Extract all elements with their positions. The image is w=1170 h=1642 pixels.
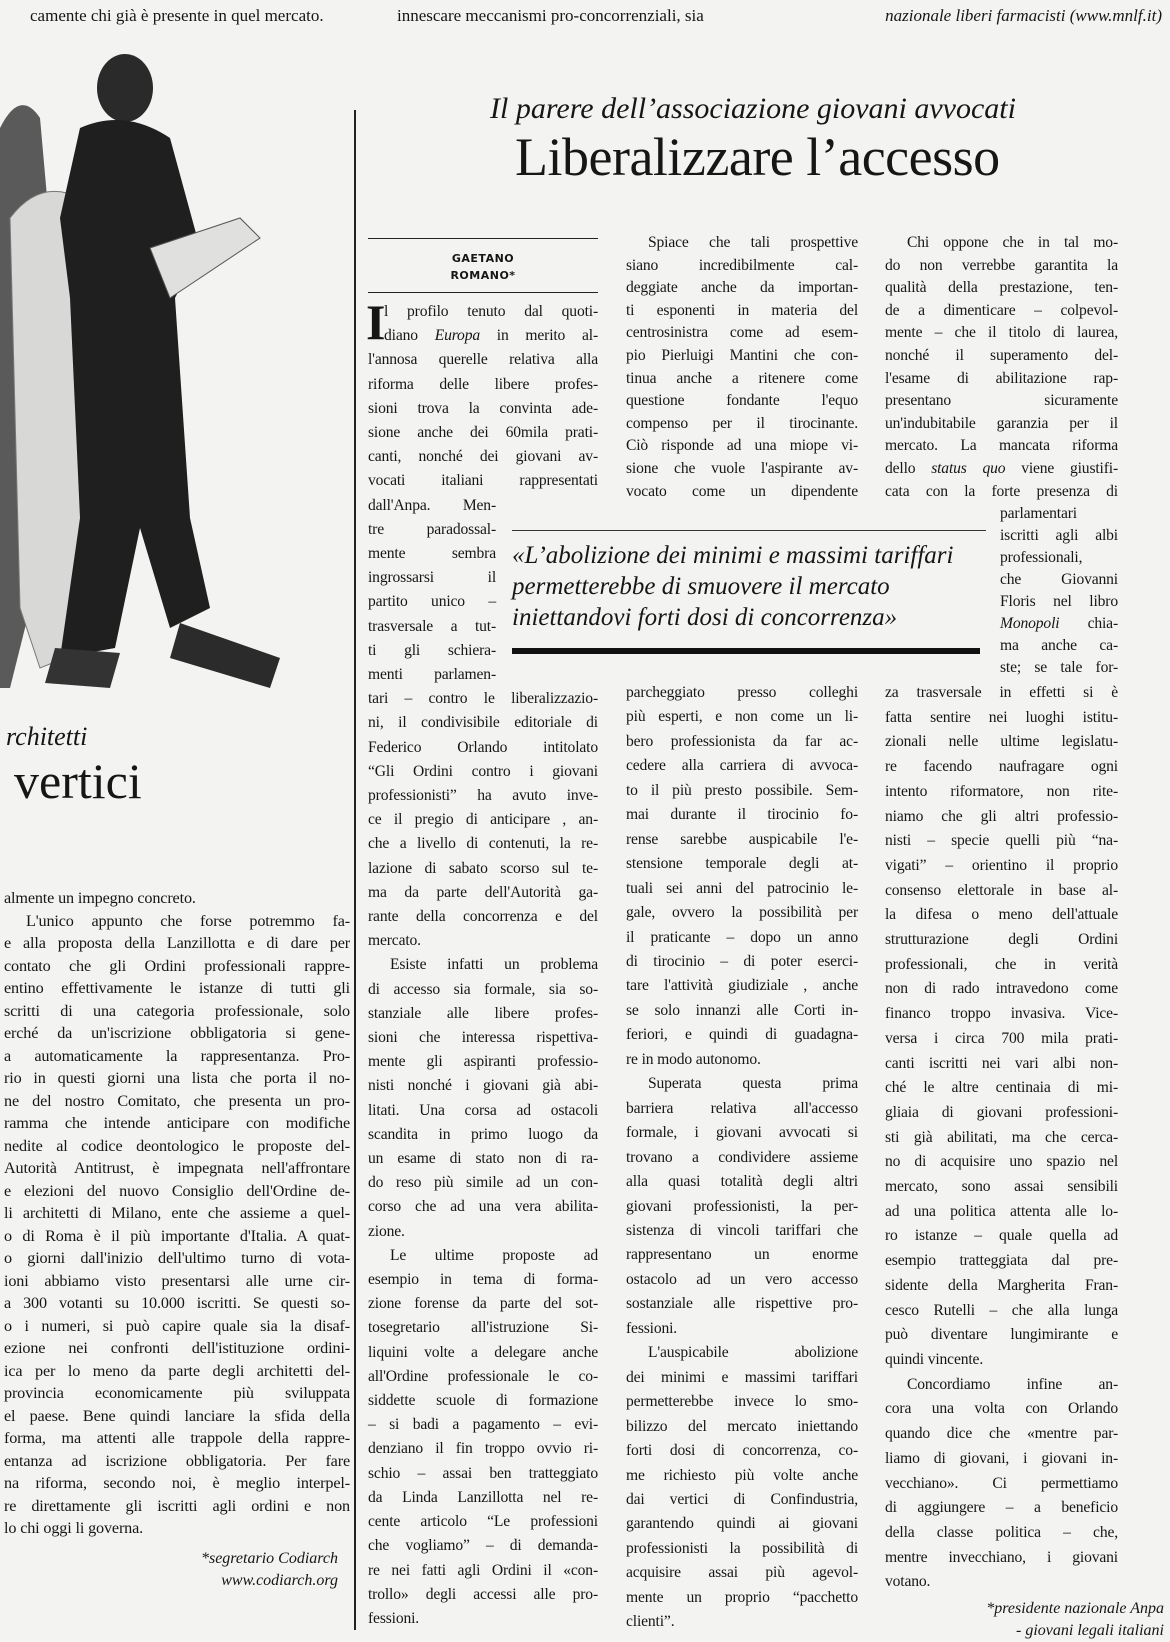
text-line: provincia economicamente più sviluppata [4,1384,350,1402]
text-line: pio Pierluigi Mantini che con- [626,346,858,364]
text-line: nonché il superamento del- [885,346,1118,364]
text-line: ché le altre centinaia di mi- [885,1079,1118,1097]
text-line: sostanziale alle rispettive pro- [626,1295,858,1313]
text-line: e elezioni del nuovo Consiglio dell'Ordine de- [4,1181,350,1200]
pull-quote-rule-bottom [512,648,980,654]
text-line: mercato. [368,932,421,950]
text-line: ramma che intende anticipare con modifiche [4,1114,350,1132]
text-line: L'unico appunto che forse potremmo fa- [26,911,350,930]
text-line: garantendo quindi ai giovani [626,1515,858,1533]
text-line: L'auspicabile abolizione [648,1344,858,1362]
text-line: canti, nonché dei giovani av- [368,448,598,466]
text-line: parcheggiato presso colleghi [626,684,858,701]
text-line: entanza ad iscrizione obbligatoria. Per fare [4,1451,350,1470]
text-line: lo chi oggi li governa. [4,1519,144,1537]
text-line: feriori, e quindi di guadagna- [626,1026,858,1044]
pull-quote-line: «L’abolizione dei minimi e massimi tariffari [512,542,954,569]
text-line: Chi oppone che in tal mo- [907,234,1118,251]
text-line: forti dosi di concorrenza, co- [626,1442,858,1460]
text-line: gliaia di giovani professioni- [885,1103,1118,1121]
text-line: versa i circa 700 mila prati- [885,1029,1118,1047]
text-line: ro istanze – quale quella ad [885,1227,1118,1245]
text-line: può diventare lungimirante e [885,1326,1118,1344]
text-line: tinua anche a ritenere come [626,369,858,387]
text-line: la difesa o meno dell'attuale [885,906,1118,924]
text-line: scritti di una categoria professionale, solo [4,1001,350,1020]
text-line: “Gli Ordini contro i giovani [368,762,598,780]
text-line: cora una volta con Orlando [885,1400,1118,1418]
text-line: permetterebbe invece lo smo- [626,1393,858,1411]
text-line: entino effettivamente le istanze di tutti gli [4,979,350,997]
article-column-c-top [885,232,1118,503]
text-line: canti iscritti nei vari albi non- [885,1054,1118,1072]
text-line: vocato come un dipendente [626,482,858,500]
text-line: Monopoli chia- [1000,615,1118,632]
text-line: un esame di stato non di ra- [368,1150,598,1168]
pull-quote-line: iniettandovi forti dosi di concorrenza» [512,604,898,631]
text-line: corso che ad una vera abilita- [368,1198,598,1216]
text-line: ti esponenti in materia del [626,301,858,319]
text-line: strutturazione degli Ordini [885,931,1118,949]
column-divider [354,110,356,1630]
text-line: liquini volte a delegare anche [368,1343,598,1361]
left-article-signature [201,1548,338,1592]
byline-rule-bottom [368,292,598,293]
text-line: se solo innanzi alle Corti in- [626,1001,858,1019]
text-line: professionisti la possibilità di [626,1539,858,1557]
text-line: denziano il fin troppo ovvio ri- [368,1440,598,1458]
text-line: partito unico – [368,593,496,611]
text-line: de a dimenticare – colpevol- [885,301,1118,319]
text-line: professionali, che in verità [885,955,1118,973]
top-strip-right-text: nazionale liberi farmacisti (www.mnlf.it) [885,6,1162,25]
text-line: liamo di giovani, i giovani in- [885,1449,1118,1467]
article-signature [986,1598,1164,1642]
text-line: alla quasi totalità degli altri [626,1173,858,1191]
text-line: el paese. Bene quindi lanciare la sfida della [4,1406,350,1425]
article-column-c-wrap [1000,503,1118,679]
text-line: stanziale alle libere profes- [368,1004,598,1022]
top-strip-left-text: camente chi già è presente in quel mercato. [30,6,324,25]
text-line: dello status quo viene giustifi- [885,459,1119,477]
text-line: questione fondante l'equo [626,392,858,410]
author-last-name: ROMANO* [450,269,516,282]
signature-line: - giovani legali italiani [1016,1622,1164,1639]
author-first-name: GAETANO [451,252,515,265]
text-line: che Giovanni [1000,571,1118,588]
text-line: tuali sei anni del patrocinio le- [626,879,858,897]
text-line: do non verrebbe garantita la [885,256,1118,274]
text-line: tare l'attività giudiziale , anche [626,977,858,995]
text-line: cata con la forte presenza di [885,482,1118,500]
text-line: dai vertici di Confindustria, [626,1490,858,1508]
text-line: Floris nel libro [1000,593,1118,610]
text-line: compenso per il tirocinante. [626,414,858,432]
pull-quote-line: permetterebbe di smuovere il mercato [512,573,890,600]
text-line: della classe politica – che, [885,1523,1118,1541]
text-line: vigati” – orientino il proprio [885,856,1118,874]
text-line: to il più presto possibile. Sem- [626,781,858,799]
text-line: li architetti di Milano, ente che assieme a quel- [4,1204,350,1222]
text-line: sti già abilitati, ma che cerca- [885,1128,1118,1146]
text-line: za trasversale in effetti si è [885,684,1118,701]
article-column-a-wrap [368,494,496,688]
left-article-kicker: rchitetti [6,722,88,751]
text-line: di tirocinio – di poter eserci- [626,952,858,970]
text-line: trollo» degli accessi alle pro- [368,1585,598,1603]
text-line: il praticante – dopo un anno [626,928,858,946]
text-line: rappresentano un enorme [626,1246,858,1264]
article-photo [0,48,300,708]
text-line: niamo che gli altri professio- [885,807,1118,825]
text-line: gale, ovvero la possibilità per [626,904,858,922]
text-line: Concordiamo infine an- [907,1375,1118,1393]
text-line: che a livello di contenuti, la re- [368,835,598,853]
text-line: un'indubitabile garanzia per il [885,414,1118,432]
text-line: sioni trova la convinta ade- [368,399,598,417]
text-line: ad una politica attenta alle lo- [885,1202,1118,1220]
top-strip-center-text: innescare meccanismi pro-concorrenziali, sia [397,6,704,25]
text-line: professionisti” ha avuto inve- [368,787,598,804]
text-line: do reso più simile ad un con- [368,1174,598,1192]
signature-line: *segretario Codiarch [200,1550,338,1567]
text-line: vecchiano». Ci permettiamo [885,1474,1118,1492]
text-line: siano incredibilmente cal- [626,256,858,274]
text-line: l profilo tenuto dal quoti- [384,303,598,320]
text-line: Superata questa prima [648,1075,858,1093]
text-line: vocati italiani rappresentati [368,472,598,490]
text-line: cente articolo “Le professioni [368,1513,598,1531]
text-line: mercato. La mancata riforma [885,437,1118,455]
text-line: che vogliamo” – di demanda- [368,1537,598,1555]
text-line: trasversale a tut- [368,617,496,635]
text-line: clienti”. [626,1613,675,1631]
text-line: o i numeri, si può capire quale sia la disaf- [4,1316,350,1335]
article-kicker: Il parere dell’associazione giovani avvocati [490,92,1016,125]
text-line: ostacolo ad un vero accesso [626,1270,858,1288]
text-line: iscritti agli albi [1000,527,1118,544]
text-line: Esiste infatti un problema [390,956,598,974]
text-line: deggiate anche da importan- [626,279,858,297]
text-line: intento riformatore, non rite- [885,782,1118,800]
text-line: Federico Orlando intitolato [368,738,598,756]
text-line: fessioni. [368,1609,420,1627]
text-line: contato che gli Ordini professionali rappre- [4,956,350,975]
text-line: sidente della Margherita Fran- [885,1276,1118,1294]
pull-quote [512,540,953,633]
text-line: forma, ma attenti alle trappole della rappre- [4,1429,350,1447]
text-line: sioni che interessa rispettiva- [368,1029,598,1047]
text-line: mente – che il titolo di laurea, [885,324,1118,342]
text-line: bero professionista da far ac- [626,732,858,750]
text-line: ni, il condivisibile editoriale di [368,714,598,732]
text-line: più esperti, e non come un li- [626,708,858,726]
text-line: bilizzo del mercato iniettando [626,1417,858,1435]
article-column-b-top [626,232,858,503]
text-line: mente sembra [368,545,496,562]
text-line: e alla proposta della Lanzillotta e di dare per [4,934,350,952]
text-line: ste; se tale for- [1000,659,1118,676]
text-line: financo troppo invasiva. Vice- [885,1005,1118,1023]
text-line: formale, i giovani avvocati si [626,1124,858,1142]
text-line: na riforma, secondo noi, è meglio interpel- [4,1474,350,1492]
text-line: quindi vincente. [885,1350,984,1368]
text-line: l'annosa querelle relativa alla [368,351,598,369]
signature-line: www.codiarch.org [221,1572,338,1589]
text-line: riforma delle libere profes- [368,375,598,393]
text-line: tosegretario all'istruzione Si- [368,1319,598,1337]
text-line: ingrossarsi il [368,569,496,587]
text-line: zione. [368,1222,405,1240]
text-line: rante della concorrenza e del [368,908,598,926]
text-line: zione forense da parte del sot- [368,1295,598,1313]
text-line: rense sarebbe auspicabile l'e- [626,830,858,848]
text-line: qualità della prestazione, ten- [885,279,1118,297]
text-line: barriera relativa all'accesso [626,1099,858,1117]
text-line: fessioni. [626,1319,678,1337]
text-line: mente un proprio “pacchetto [626,1588,858,1606]
text-line: schio – assai ben tratteggiato [368,1464,598,1482]
article-column-b-bottom [626,681,858,1635]
text-line: dei minimi e massimi tariffari [626,1368,858,1386]
text-line: a 300 votanti su 10.000 iscritti. Se questi so- [4,1294,350,1312]
text-line: consenso elettorale in base al- [885,881,1118,899]
text-line: professionali, [1000,549,1083,566]
text-line: Autorità Antitrust, è impegnata nell'affrontare [4,1159,350,1177]
text-line: re direttamente gli iscritti agli ordini e non [4,1496,350,1515]
text-line: re in modo autonomo. [626,1050,761,1068]
article-title: Liberalizzare l’accesso [515,127,1000,187]
text-line: quando dice che «mentre par- [885,1425,1118,1443]
text-line: nisti – specie quelli più “na- [885,832,1118,850]
text-line: trovano a condividere assieme [626,1148,858,1166]
text-line: ti gli schiera- [368,641,496,659]
text-line: Le ultime proposte ad [390,1246,598,1264]
text-line: ica per lo meno da parte degli architetti del- [4,1361,350,1380]
text-line: Ciò risponde ad una miope vi- [626,437,858,455]
text-line: scandita in primo luogo da [368,1125,598,1143]
text-line: ioni abbiamo visto presentarsi alle urne cir- [4,1271,350,1290]
text-line: zionali nelle ultime legislatu- [885,733,1118,751]
signature-line: *presidente nazionale Anpa [986,1600,1164,1617]
text-line: stensione temporale degli at- [626,855,858,873]
text-line: di aggiungere – a beneficio [885,1499,1118,1517]
text-line: re facendo naufragare ogni [885,758,1118,776]
text-line: l'esame di abilitazione rap- [885,369,1118,387]
text-line: ma anche ca- [1000,637,1118,654]
left-article-body [4,887,350,1540]
text-line: diano Europa in merito al- [384,327,598,345]
drop-cap: I [366,294,386,350]
text-line: all'Ordine professionale le co- [368,1367,598,1385]
text-line: me richiesto più volte anche [626,1466,858,1484]
text-line: mercato, sono assai sensibili [885,1178,1118,1196]
text-line: esempio tratteggiata dal pre- [885,1252,1118,1270]
text-line: o giorni dall'inizio dell'ultimo turno di vota- [4,1249,350,1267]
text-line: ezione nei confronti dell'istituzione ordini- [4,1339,350,1357]
text-line: giovani professionisti, la per- [626,1197,858,1215]
byline-rule-top [368,238,598,239]
text-line: fatta sentire nei luoghi istitu- [885,708,1118,726]
text-line: menti parlamen- [368,666,496,684]
text-line: litati. Una corsa ad ostacoli [368,1101,598,1119]
text-line: tre paradossal- [368,520,496,538]
text-line: nedite al codice deontologico le proposte del- [4,1136,350,1155]
text-line: mentre invecchiano, i giovani [885,1548,1118,1566]
article-column-a-bottom [368,687,598,1631]
text-line: siddette scuole di formazione [368,1392,598,1410]
text-line: ne del nostro Comitato, che presenta un pro- [4,1091,350,1110]
text-line: almente un impegno concreto. [4,889,196,907]
text-line: ce il pregio di anticipare , an- [368,811,598,829]
text-line: dall'Anpa. Men- [368,496,496,514]
text-line: rio in questi giorni una lista che porta il no- [4,1069,350,1087]
text-line: ma da parte dell'Autorità ga- [368,883,598,901]
text-line: mai durante il tirocinio fo- [626,806,858,824]
text-line: di accesso sia formale, sia so- [368,980,598,998]
text-line: cesco Rutelli – che alla lunga [885,1301,1118,1319]
text-line: no di acquisire uno spazio nel [885,1153,1118,1171]
text-line: – si badi a pagamento – evi- [368,1416,598,1434]
text-line: cedere alla carriera di avvoca- [626,757,858,775]
text-line: centrosinistra come ad esem- [626,324,858,342]
text-line: tari – contro le liberalizzazio- [368,690,598,708]
text-line: a automaticamente la rappresentanza. Pro- [4,1046,350,1065]
text-line: mente gli aspiranti professio- [368,1053,598,1071]
text-line: presentano sicuramente [885,392,1118,410]
text-line: sione anche dei 60mila prati- [368,424,598,442]
text-line: re nei fatti agli Ordini il «con- [368,1561,598,1579]
text-line: non di rado intravedono come [885,980,1118,998]
text-line: parlamentari [1000,505,1077,522]
text-line: sistenza di vincoli tariffari che [626,1221,858,1239]
pull-quote-rule-top [512,530,986,531]
article-column-c-bottom [885,681,1118,1595]
text-line: lazione di sabato scorso sul te- [368,859,598,877]
text-line: Spiace che tali prospettive [648,234,858,251]
text-line: sione che vuole l'aspirante av- [626,459,858,477]
text-line: esempio in tema di forma- [368,1271,598,1289]
text-line: o di Roma è il più importante d'Italia. A quat- [4,1226,350,1245]
text-line: votano. [885,1573,931,1591]
text-line: acquisire assai più agevol- [626,1564,858,1582]
left-article-headline: vertici [14,753,142,809]
text-line: erché da un'iscrizione obbligatoria si gene- [4,1024,350,1042]
text-line: nisti nonché i giovani già abi- [368,1077,598,1095]
text-line: da Linda Lanzillotta nel re- [368,1488,598,1506]
article-column-a-top [366,294,598,494]
